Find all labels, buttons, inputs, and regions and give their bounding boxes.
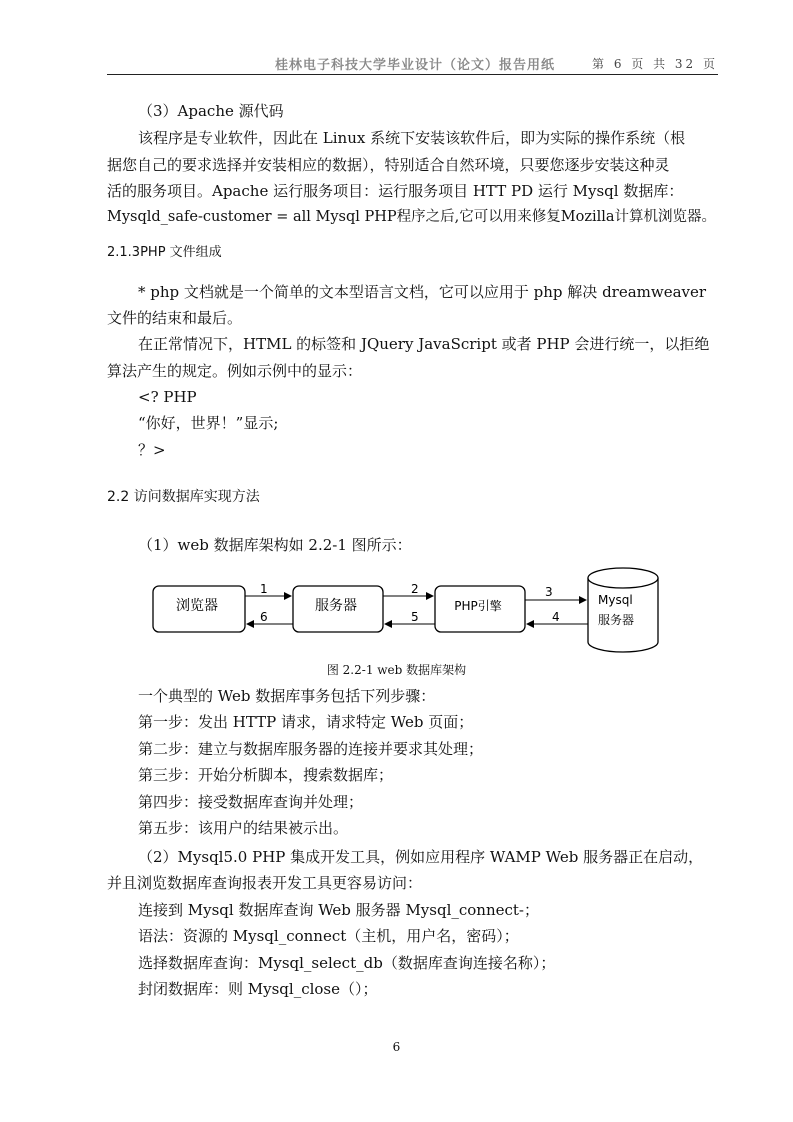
section-heading-apache: （3）Apache 源代码 [138,102,284,120]
arrow-label-1: 1 [260,582,268,596]
paragraph-line: 据您自己的要求选择并安装相应的数据），特别适合自然环境，只要您逐步安装这种灵 [107,156,670,174]
paragraph-line: （2）Mysql5.0 PHP 集成开发工具，例如应用程序 WAMP Web 服务器正在启动， [138,848,704,866]
code-line: <? PHP [138,388,197,406]
step-line: 第四步：接受数据库查询并处理； [138,793,364,811]
paragraph-line: 一个典型的 Web 数据库事务包括下列步骤： [138,687,436,705]
arrow-label-4: 4 [552,610,560,624]
paragraph-line: 该程序是专业软件，因此在 Linux 系统下安装该软件后，即为实际的操作系统（根 [138,129,686,147]
paragraph-line: * php 文档就是一个简单的文本型语言文档，它可以应用于 php 解决 dreamweaver [138,283,707,301]
header-title: 桂林电子科技大学毕业设计（论文）报告用纸 [275,58,556,73]
step-line: 第一步：发出 HTTP 请求，请求特定 Web 页面； [138,713,474,731]
server-node-label: 服务器 [315,598,357,614]
mysql-database-cylinder [588,568,658,652]
header-page-indicator: 第 6 页 共 32 页 [592,57,718,71]
arrow-label-2: 2 [411,582,419,596]
paragraph-line: 算法产生的规定。例如示例中的显示： [107,362,363,380]
page-header [107,52,718,75]
paragraph-line: （1）web 数据库架构如 2.2-1 图所示： [138,536,412,554]
paragraph-line: 并且浏览数据库查询报表开发工具更容易访问： [107,874,423,892]
paragraph-line: 连接到 Mysql 数据库查询 Web 服务器 Mysql_connect-； [138,901,540,919]
arrow-label-5: 5 [411,610,419,624]
figure-caption: 图 2.2-1 web 数据库架构 [326,663,467,677]
mysql-node-label: Mysql [598,593,633,607]
section-heading-22: 2.2 访问数据库实现方法 [107,489,260,505]
mysql-server-node-label: 服务器 [598,613,635,627]
web-database-architecture-diagram [140,566,670,656]
page-number: 6 [392,1040,401,1054]
step-line: 第五步：该用户的结果被示出。 [138,819,349,837]
paragraph-line: 语法：资源的 Mysql_connect（主机，用户名，密码）； [138,927,519,945]
paragraph-line: 封闭数据库：则 Mysql_close（）； [138,980,378,998]
section-heading-213: 2.1.3PHP 文件组成 [107,245,222,260]
browser-node-label: 浏览器 [176,598,218,614]
code-line: “你好，世界！”显示; [138,414,279,432]
arrow-label-6: 6 [260,610,268,624]
paragraph-line: 文件的结束和最后。 [107,309,243,327]
code-line: ？> [138,441,166,459]
paragraph-line: 活的服务项目。Apache 运行服务项目：运行服务项目 HTT PD 运行 Mysql 数据库： [107,182,684,200]
php-engine-node-label: PHP引擎 [454,599,502,613]
paragraph-line: Mysqld_safe-customer = all Mysql PHP程序之后,它可以用来修复Mozilla计算机浏览器。 [107,209,717,225]
arrow-label-3: 3 [545,585,553,599]
paragraph-line: 在正常情况下，HTML 的标签和 JQuery JavaScript 或者 PHP 会进行统一，以拒绝 [138,335,710,353]
paragraph-line: 选择数据库查询：Mysql_select_db（数据库查询连接名称）； [138,954,556,972]
step-line: 第三步：开始分析脚本，搜索数据库； [138,766,394,784]
step-line: 第二步：建立与数据库服务器的连接并要求其处理； [138,740,484,758]
